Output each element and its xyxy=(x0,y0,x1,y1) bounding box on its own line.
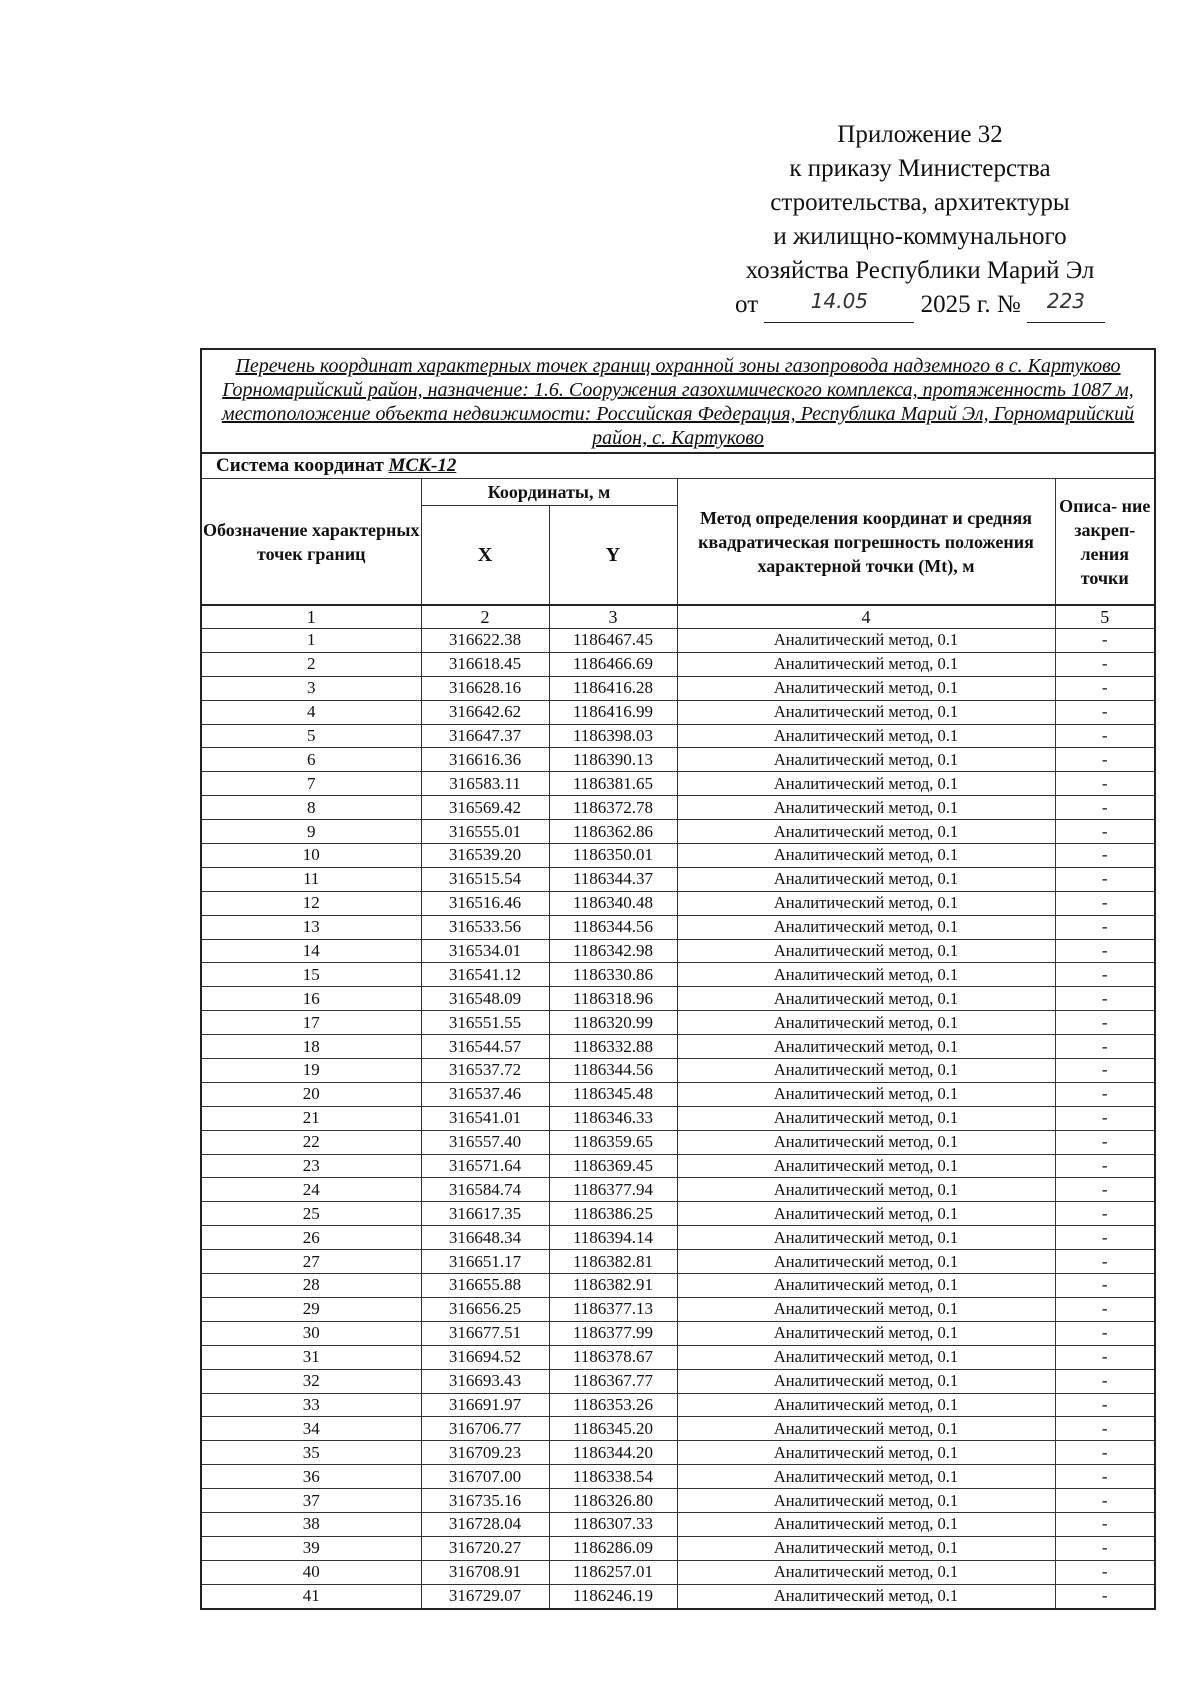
appendix-order-line: к приказу Министерства xyxy=(789,155,1051,182)
x-cell: 316729.07 xyxy=(421,1584,549,1608)
point-number-cell: 5 xyxy=(201,724,421,748)
x-cell: 316628.16 xyxy=(421,676,549,700)
header-description: Описа- ние закреп- ления точки xyxy=(1055,479,1155,606)
y-cell: 1186353.26 xyxy=(549,1393,677,1417)
point-number-cell: 36 xyxy=(201,1465,421,1489)
x-cell: 316515.54 xyxy=(421,867,549,891)
x-cell: 316708.91 xyxy=(421,1560,549,1584)
description-cell: - xyxy=(1055,1321,1155,1345)
description-cell: - xyxy=(1055,1584,1155,1608)
y-cell: 1186344.56 xyxy=(549,915,677,939)
table-row xyxy=(201,820,1155,844)
point-number-cell: 4 xyxy=(201,700,421,724)
table-row xyxy=(201,939,1155,963)
method-cell: Аналитический метод, 0.1 xyxy=(677,1011,1055,1035)
y-cell: 1186345.20 xyxy=(549,1417,677,1441)
header-point: Обозначение характерных точек границ xyxy=(201,479,421,606)
appendix-date-line xyxy=(700,288,1140,323)
point-number-cell: 9 xyxy=(201,820,421,844)
description-cell: - xyxy=(1055,1106,1155,1130)
table-row xyxy=(201,891,1155,915)
description-cell: - xyxy=(1055,820,1155,844)
table-row xyxy=(201,1274,1155,1298)
table-row xyxy=(201,1035,1155,1059)
point-number-cell: 13 xyxy=(201,915,421,939)
y-cell: 1186344.56 xyxy=(549,1059,677,1083)
point-number-cell: 26 xyxy=(201,1226,421,1250)
method-cell: Аналитический метод, 0.1 xyxy=(677,1321,1055,1345)
y-cell: 1186416.99 xyxy=(549,700,677,724)
point-number-cell: 25 xyxy=(201,1202,421,1226)
table-row xyxy=(201,1441,1155,1465)
table-row xyxy=(201,676,1155,700)
description-cell: - xyxy=(1055,1489,1155,1513)
method-cell: Аналитический метод, 0.1 xyxy=(677,1560,1055,1584)
description-cell: - xyxy=(1055,1130,1155,1154)
method-cell: Аналитический метод, 0.1 xyxy=(677,1059,1055,1083)
method-cell: Аналитический метод, 0.1 xyxy=(677,700,1055,724)
y-cell: 1186344.20 xyxy=(549,1441,677,1465)
x-cell: 316647.37 xyxy=(421,724,549,748)
table-row xyxy=(201,629,1155,653)
method-cell: Аналитический метод, 0.1 xyxy=(677,820,1055,844)
description-cell: - xyxy=(1055,1059,1155,1083)
point-number-cell: 29 xyxy=(201,1297,421,1321)
method-cell: Аналитический метод, 0.1 xyxy=(677,987,1055,1011)
x-cell: 316651.17 xyxy=(421,1250,549,1274)
x-cell: 316533.56 xyxy=(421,915,549,939)
table-row xyxy=(201,1082,1155,1106)
x-cell: 316616.36 xyxy=(421,748,549,772)
method-cell: Аналитический метод, 0.1 xyxy=(677,1035,1055,1059)
method-cell: Аналитический метод, 0.1 xyxy=(677,772,1055,796)
table-row xyxy=(201,724,1155,748)
table-row xyxy=(201,1250,1155,1274)
x-cell: 316537.72 xyxy=(421,1059,549,1083)
description-cell: - xyxy=(1055,1536,1155,1560)
table-row xyxy=(201,700,1155,724)
method-cell: Аналитический метод, 0.1 xyxy=(677,1512,1055,1536)
method-cell: Аналитический метод, 0.1 xyxy=(677,1441,1055,1465)
point-number-cell: 3 xyxy=(201,676,421,700)
method-cell: Аналитический метод, 0.1 xyxy=(677,1584,1055,1608)
y-cell: 1186344.37 xyxy=(549,867,677,891)
x-cell: 316642.62 xyxy=(421,700,549,724)
y-cell: 1186320.99 xyxy=(549,1011,677,1035)
method-cell: Аналитический метод, 0.1 xyxy=(677,844,1055,868)
description-cell: - xyxy=(1055,1417,1155,1441)
method-cell: Аналитический метод, 0.1 xyxy=(677,1226,1055,1250)
table-row xyxy=(201,1417,1155,1441)
x-cell: 316539.20 xyxy=(421,844,549,868)
x-cell: 316694.52 xyxy=(421,1345,549,1369)
x-cell: 316555.01 xyxy=(421,820,549,844)
table-row xyxy=(201,867,1155,891)
y-cell: 1186466.69 xyxy=(549,652,677,676)
description-cell: - xyxy=(1055,963,1155,987)
method-cell: Аналитический метод, 0.1 xyxy=(677,1082,1055,1106)
method-cell: Аналитический метод, 0.1 xyxy=(677,1345,1055,1369)
table-row xyxy=(201,1106,1155,1130)
method-cell: Аналитический метод, 0.1 xyxy=(677,1536,1055,1560)
from-label: от xyxy=(735,291,759,318)
method-cell: Аналитический метод, 0.1 xyxy=(677,1393,1055,1417)
method-cell: Аналитический метод, 0.1 xyxy=(677,724,1055,748)
point-number-cell: 33 xyxy=(201,1393,421,1417)
method-cell: Аналитический метод, 0.1 xyxy=(677,1250,1055,1274)
y-cell: 1186377.13 xyxy=(549,1297,677,1321)
description-cell: - xyxy=(1055,1035,1155,1059)
y-cell: 1186362.86 xyxy=(549,820,677,844)
method-cell: Аналитический метод, 0.1 xyxy=(677,963,1055,987)
point-number-cell: 39 xyxy=(201,1536,421,1560)
y-cell: 1186378.67 xyxy=(549,1345,677,1369)
x-cell: 316691.97 xyxy=(421,1393,549,1417)
description-cell: - xyxy=(1055,652,1155,676)
x-cell: 316557.40 xyxy=(421,1130,549,1154)
column-number: 2 xyxy=(421,605,549,629)
table-row xyxy=(201,1489,1155,1513)
point-number-cell: 17 xyxy=(201,1011,421,1035)
x-cell: 316655.88 xyxy=(421,1274,549,1298)
point-number-cell: 21 xyxy=(201,1106,421,1130)
point-number-cell: 37 xyxy=(201,1489,421,1513)
description-cell: - xyxy=(1055,915,1155,939)
method-cell: Аналитический метод, 0.1 xyxy=(677,1369,1055,1393)
table-row xyxy=(201,772,1155,796)
point-number-cell: 2 xyxy=(201,652,421,676)
y-cell: 1186286.09 xyxy=(549,1536,677,1560)
table-row xyxy=(201,1297,1155,1321)
y-cell: 1186394.14 xyxy=(549,1226,677,1250)
table-row xyxy=(201,1512,1155,1536)
table-row xyxy=(201,1321,1155,1345)
y-cell: 1186359.65 xyxy=(549,1130,677,1154)
column-number: 5 xyxy=(1055,605,1155,629)
handwritten-order-number: 223 xyxy=(1027,288,1105,323)
description-cell: - xyxy=(1055,1393,1155,1417)
table-row xyxy=(201,1059,1155,1083)
description-cell: - xyxy=(1055,700,1155,724)
table-row xyxy=(201,796,1155,820)
coordinates-table xyxy=(200,348,1156,1610)
table-row xyxy=(201,1130,1155,1154)
x-cell: 316622.38 xyxy=(421,629,549,653)
point-number-cell: 6 xyxy=(201,748,421,772)
point-number-cell: 28 xyxy=(201,1274,421,1298)
table-title: Перечень координат характерных точек границ охранной зоны газопровода надземного в с. Картуково Горномарийский район, назначение: 1.6. Сооружения газохимического комплекса, протяженность 1087 м, местоположение объекта недвижимости: Российская Федерация, Республика Марий Эл, Горномарийский район, с. Картуково xyxy=(201,349,1155,453)
table-row xyxy=(201,1178,1155,1202)
point-number-cell: 19 xyxy=(201,1059,421,1083)
point-number-cell: 22 xyxy=(201,1130,421,1154)
point-number-cell: 32 xyxy=(201,1369,421,1393)
description-cell: - xyxy=(1055,1441,1155,1465)
description-cell: - xyxy=(1055,748,1155,772)
method-cell: Аналитический метод, 0.1 xyxy=(677,652,1055,676)
x-cell: 316720.27 xyxy=(421,1536,549,1560)
x-cell: 316541.12 xyxy=(421,963,549,987)
method-cell: Аналитический метод, 0.1 xyxy=(677,1130,1055,1154)
table-row xyxy=(201,1226,1155,1250)
appendix-header xyxy=(700,118,1140,323)
description-cell: - xyxy=(1055,844,1155,868)
description-cell: - xyxy=(1055,1369,1155,1393)
x-cell: 316551.55 xyxy=(421,1011,549,1035)
point-number-cell: 31 xyxy=(201,1345,421,1369)
y-cell: 1186332.88 xyxy=(549,1035,677,1059)
method-cell: Аналитический метод, 0.1 xyxy=(677,1465,1055,1489)
coordinate-system-label: Система координат xyxy=(216,455,384,476)
coordinates-body xyxy=(201,629,1155,1609)
method-cell: Аналитический метод, 0.1 xyxy=(677,796,1055,820)
appendix-ministry-line1: строительства, архитектуры xyxy=(770,189,1070,216)
y-cell: 1186377.94 xyxy=(549,1178,677,1202)
method-cell: Аналитический метод, 0.1 xyxy=(677,1274,1055,1298)
handwritten-date: 14.05 xyxy=(764,288,914,323)
y-cell: 1186367.77 xyxy=(549,1369,677,1393)
y-cell: 1186326.80 xyxy=(549,1489,677,1513)
description-cell: - xyxy=(1055,796,1155,820)
description-cell: - xyxy=(1055,1512,1155,1536)
y-cell: 1186330.86 xyxy=(549,963,677,987)
x-cell: 316584.74 xyxy=(421,1178,549,1202)
description-cell: - xyxy=(1055,1178,1155,1202)
point-number-cell: 38 xyxy=(201,1512,421,1536)
method-cell: Аналитический метод, 0.1 xyxy=(677,915,1055,939)
table-row xyxy=(201,915,1155,939)
point-number-cell: 12 xyxy=(201,891,421,915)
y-cell: 1186416.28 xyxy=(549,676,677,700)
description-cell: - xyxy=(1055,1250,1155,1274)
method-cell: Аналитический метод, 0.1 xyxy=(677,1154,1055,1178)
table-row xyxy=(201,987,1155,1011)
description-cell: - xyxy=(1055,1560,1155,1584)
table-row xyxy=(201,1011,1155,1035)
x-cell: 316656.25 xyxy=(421,1297,549,1321)
table-row xyxy=(201,1393,1155,1417)
x-cell: 316571.64 xyxy=(421,1154,549,1178)
point-number-cell: 18 xyxy=(201,1035,421,1059)
header-coordinates: Координаты, м xyxy=(421,479,677,506)
table-row xyxy=(201,1465,1155,1489)
description-cell: - xyxy=(1055,1465,1155,1489)
method-cell: Аналитический метод, 0.1 xyxy=(677,1202,1055,1226)
description-cell: - xyxy=(1055,1011,1155,1035)
method-cell: Аналитический метод, 0.1 xyxy=(677,629,1055,653)
point-number-cell: 27 xyxy=(201,1250,421,1274)
y-cell: 1186307.33 xyxy=(549,1512,677,1536)
point-number-cell: 30 xyxy=(201,1321,421,1345)
method-cell: Аналитический метод, 0.1 xyxy=(677,676,1055,700)
appendix-title: Приложение 32 xyxy=(837,121,1003,148)
method-cell: Аналитический метод, 0.1 xyxy=(677,1417,1055,1441)
method-cell: Аналитический метод, 0.1 xyxy=(677,1106,1055,1130)
description-cell: - xyxy=(1055,987,1155,1011)
x-cell: 316516.46 xyxy=(421,891,549,915)
description-cell: - xyxy=(1055,1082,1155,1106)
y-cell: 1186390.13 xyxy=(549,748,677,772)
column-number: 3 xyxy=(549,605,677,629)
x-cell: 316735.16 xyxy=(421,1489,549,1513)
x-cell: 316537.46 xyxy=(421,1082,549,1106)
y-cell: 1186369.45 xyxy=(549,1154,677,1178)
appendix-ministry-line3: хозяйства Республики Марий Эл xyxy=(745,257,1095,284)
x-cell: 316583.11 xyxy=(421,772,549,796)
method-cell: Аналитический метод, 0.1 xyxy=(677,1297,1055,1321)
point-number-cell: 10 xyxy=(201,844,421,868)
description-cell: - xyxy=(1055,1226,1155,1250)
description-cell: - xyxy=(1055,724,1155,748)
coordinate-system-value: МСК-12 xyxy=(388,455,457,476)
coordinate-system-row xyxy=(201,453,1155,479)
x-cell: 316544.57 xyxy=(421,1035,549,1059)
method-cell: Аналитический метод, 0.1 xyxy=(677,1489,1055,1513)
method-cell: Аналитический метод, 0.1 xyxy=(677,867,1055,891)
y-cell: 1186318.96 xyxy=(549,987,677,1011)
appendix-ministry-line2: и жилищно-коммунального xyxy=(773,223,1067,250)
x-cell: 316693.43 xyxy=(421,1369,549,1393)
point-number-cell: 40 xyxy=(201,1560,421,1584)
header-x: X xyxy=(421,506,549,606)
point-number-cell: 11 xyxy=(201,867,421,891)
table-row xyxy=(201,1560,1155,1584)
y-cell: 1186467.45 xyxy=(549,629,677,653)
y-cell: 1186257.01 xyxy=(549,1560,677,1584)
x-cell: 316617.35 xyxy=(421,1202,549,1226)
y-cell: 1186381.65 xyxy=(549,772,677,796)
y-cell: 1186340.48 xyxy=(549,891,677,915)
point-number-cell: 15 xyxy=(201,963,421,987)
method-cell: Аналитический метод, 0.1 xyxy=(677,1178,1055,1202)
x-cell: 316709.23 xyxy=(421,1441,549,1465)
y-cell: 1186398.03 xyxy=(549,724,677,748)
description-cell: - xyxy=(1055,867,1155,891)
point-number-cell: 14 xyxy=(201,939,421,963)
x-cell: 316541.01 xyxy=(421,1106,549,1130)
point-number-cell: 24 xyxy=(201,1178,421,1202)
y-cell: 1186382.91 xyxy=(549,1274,677,1298)
point-number-cell: 1 xyxy=(201,629,421,653)
table-row xyxy=(201,1345,1155,1369)
description-cell: - xyxy=(1055,1154,1155,1178)
description-cell: - xyxy=(1055,1297,1155,1321)
column-number-row xyxy=(201,605,1155,629)
column-number: 1 xyxy=(201,605,421,629)
table-row xyxy=(201,1369,1155,1393)
point-number-cell: 8 xyxy=(201,796,421,820)
y-cell: 1186377.99 xyxy=(549,1321,677,1345)
point-number-cell: 35 xyxy=(201,1441,421,1465)
y-cell: 1186350.01 xyxy=(549,844,677,868)
y-cell: 1186345.48 xyxy=(549,1082,677,1106)
x-cell: 316706.77 xyxy=(421,1417,549,1441)
table-row xyxy=(201,963,1155,987)
y-cell: 1186342.98 xyxy=(549,939,677,963)
header-y: Y xyxy=(549,506,677,606)
y-cell: 1186338.54 xyxy=(549,1465,677,1489)
table-row xyxy=(201,1536,1155,1560)
x-cell: 316618.45 xyxy=(421,652,549,676)
x-cell: 316707.00 xyxy=(421,1465,549,1489)
table-row xyxy=(201,1584,1155,1608)
y-cell: 1186372.78 xyxy=(549,796,677,820)
point-number-cell: 20 xyxy=(201,1082,421,1106)
point-number-cell: 7 xyxy=(201,772,421,796)
description-cell: - xyxy=(1055,939,1155,963)
y-cell: 1186386.25 xyxy=(549,1202,677,1226)
method-cell: Аналитический метод, 0.1 xyxy=(677,748,1055,772)
x-cell: 316677.51 xyxy=(421,1321,549,1345)
table-row xyxy=(201,844,1155,868)
header-method: Метод определения координат и средняя квадратическая погрешность положения характерной точки (Mt), м xyxy=(677,479,1055,606)
table-row xyxy=(201,748,1155,772)
table-row xyxy=(201,1154,1155,1178)
description-cell: - xyxy=(1055,1202,1155,1226)
year-number-label: 2025 г. № xyxy=(920,291,1021,318)
x-cell: 316548.09 xyxy=(421,987,549,1011)
x-cell: 316569.42 xyxy=(421,796,549,820)
x-cell: 316534.01 xyxy=(421,939,549,963)
method-cell: Аналитический метод, 0.1 xyxy=(677,939,1055,963)
description-cell: - xyxy=(1055,629,1155,653)
y-cell: 1186346.33 xyxy=(549,1106,677,1130)
description-cell: - xyxy=(1055,772,1155,796)
point-number-cell: 23 xyxy=(201,1154,421,1178)
description-cell: - xyxy=(1055,1274,1155,1298)
x-cell: 316648.34 xyxy=(421,1226,549,1250)
x-cell: 316728.04 xyxy=(421,1512,549,1536)
table-row xyxy=(201,1202,1155,1226)
y-cell: 1186382.81 xyxy=(549,1250,677,1274)
description-cell: - xyxy=(1055,891,1155,915)
point-number-cell: 34 xyxy=(201,1417,421,1441)
description-cell: - xyxy=(1055,1345,1155,1369)
point-number-cell: 41 xyxy=(201,1584,421,1608)
column-number: 4 xyxy=(677,605,1055,629)
description-cell: - xyxy=(1055,676,1155,700)
table-row xyxy=(201,652,1155,676)
point-number-cell: 16 xyxy=(201,987,421,1011)
y-cell: 1186246.19 xyxy=(549,1584,677,1608)
method-cell: Аналитический метод, 0.1 xyxy=(677,891,1055,915)
